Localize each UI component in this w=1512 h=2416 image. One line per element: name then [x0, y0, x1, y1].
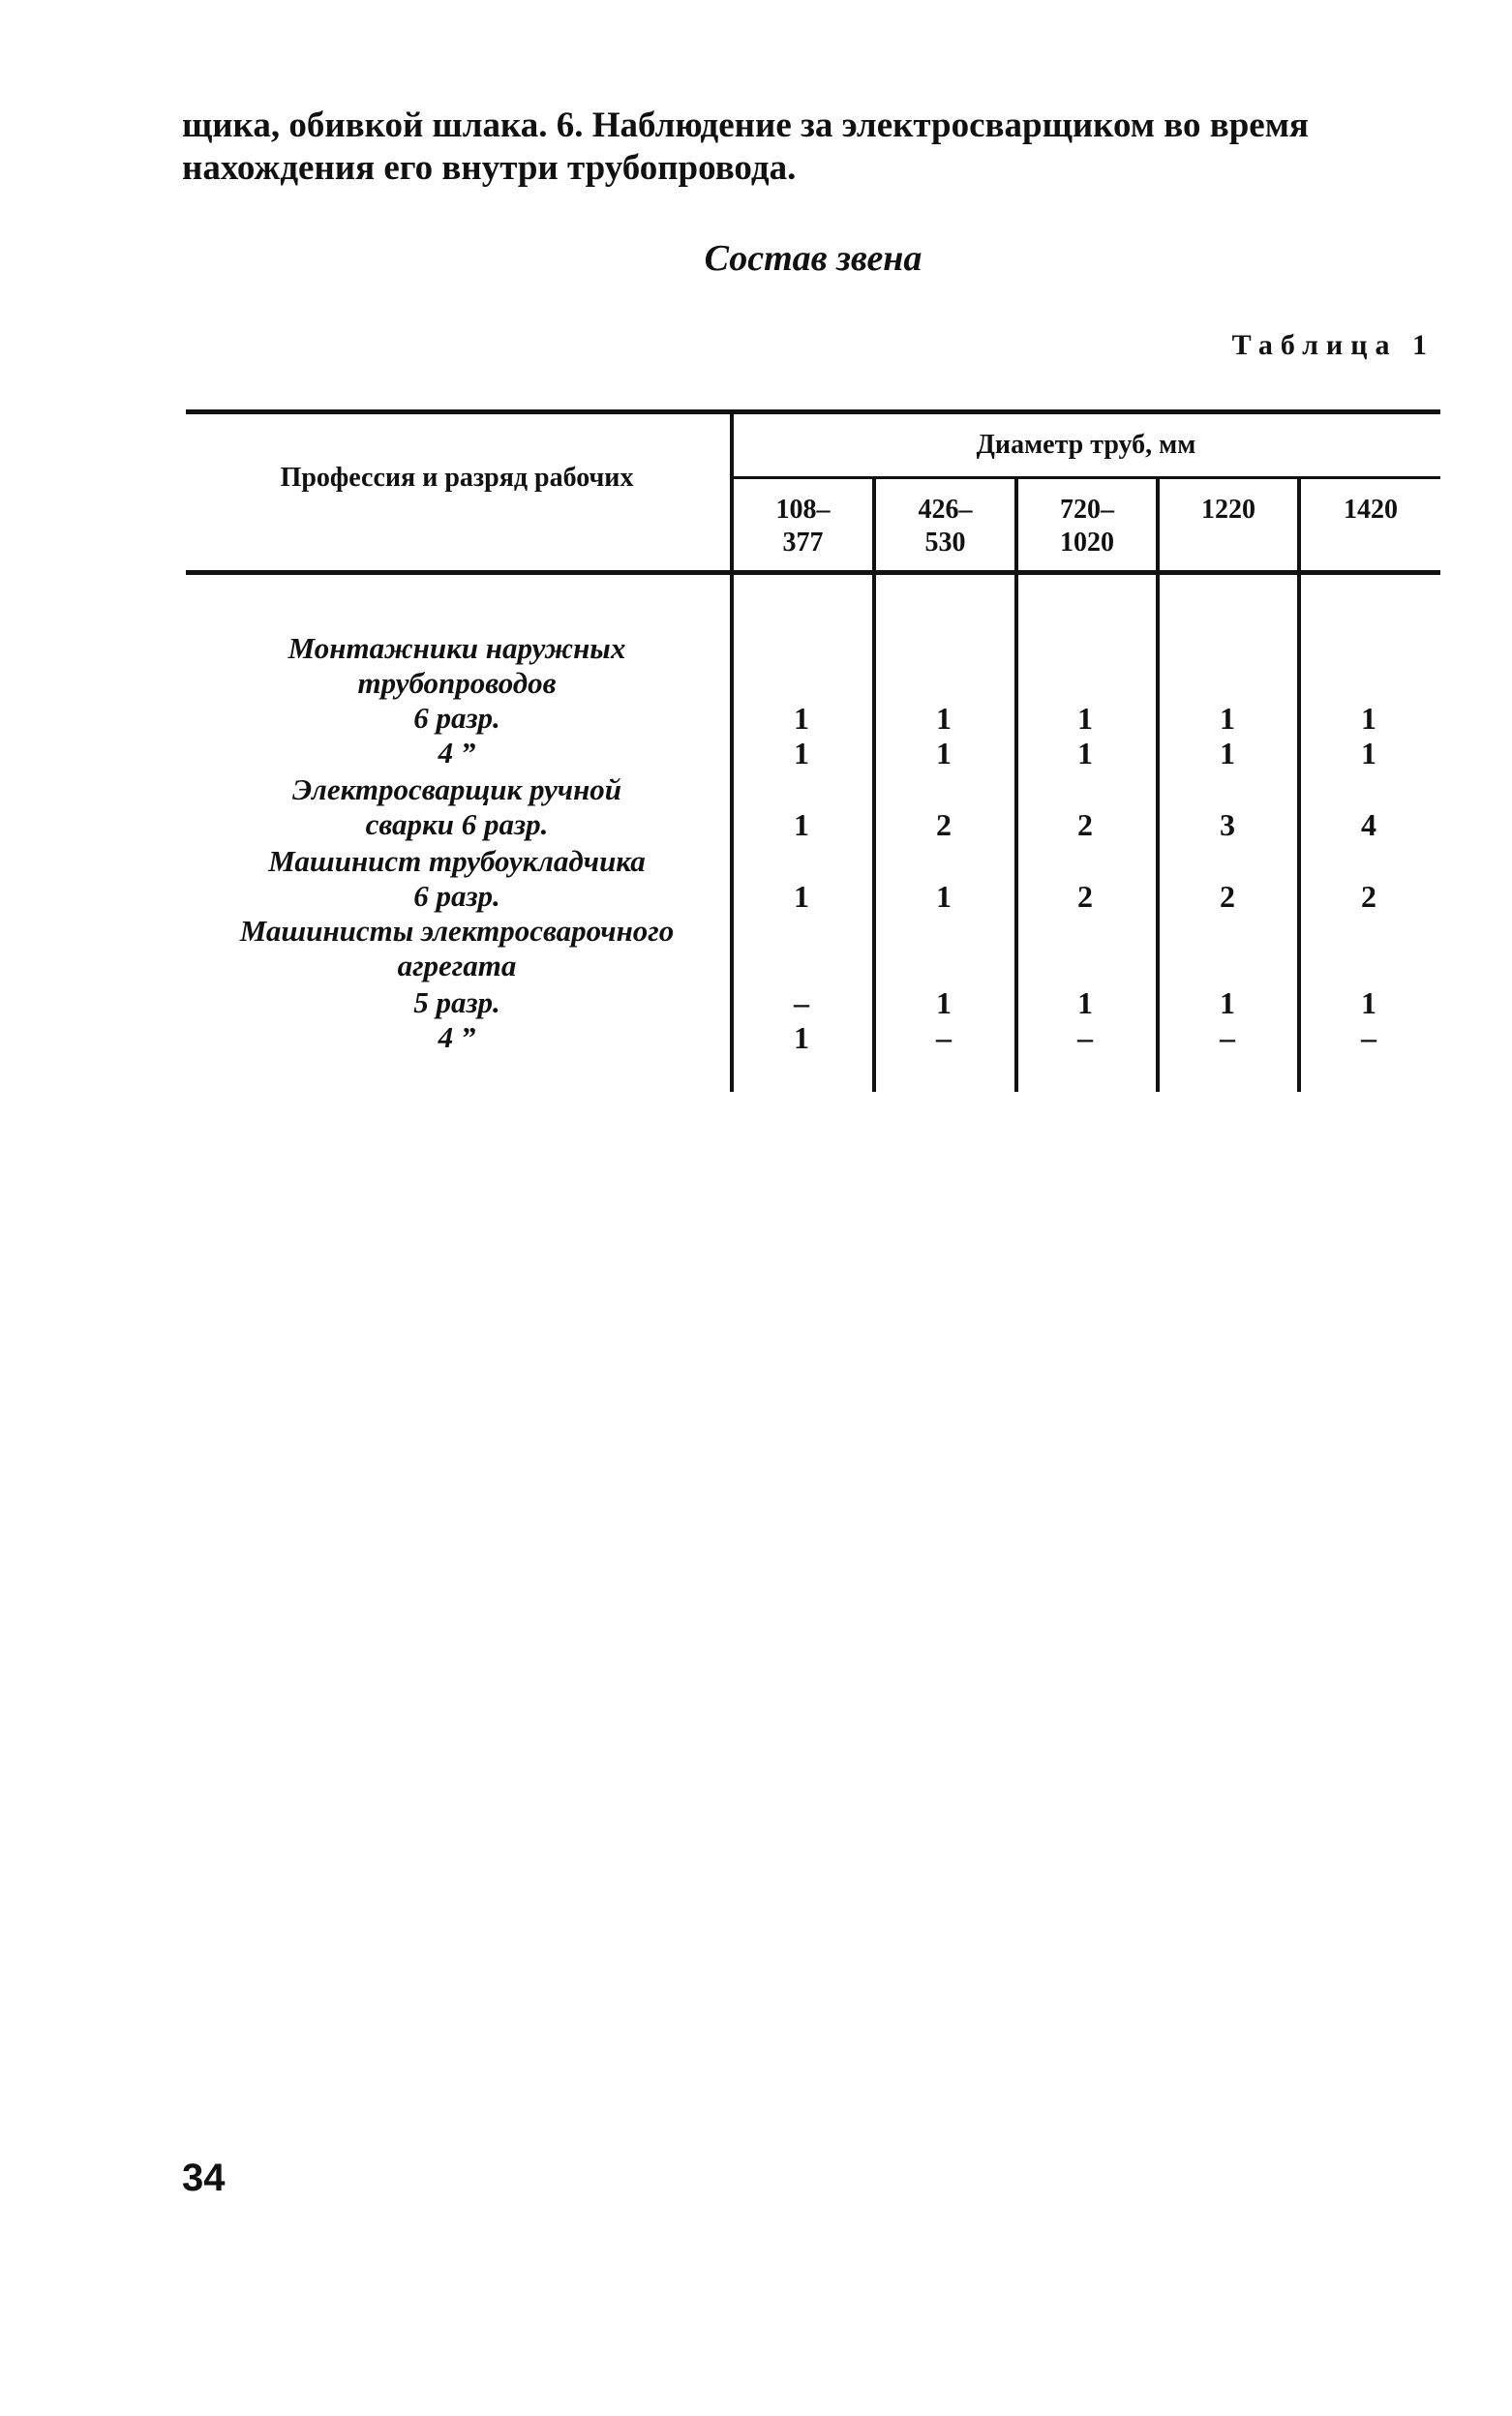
table-cell: 1 — [1361, 736, 1376, 770]
row-label: агрегата — [397, 949, 517, 982]
row-label: Электросварщик ручной — [291, 772, 622, 806]
table-cell: 1 — [794, 807, 809, 842]
intro-paragraph — [182, 105, 1440, 190]
table-cell: 3 — [1220, 807, 1235, 842]
table-cell: 1 — [1077, 701, 1093, 736]
table-cell: – — [1220, 1020, 1235, 1055]
table-cell: – — [1361, 1020, 1376, 1055]
column-divider — [1297, 478, 1301, 1092]
row-label: 6 разр. — [413, 879, 500, 913]
column-header: 1420 — [1344, 495, 1398, 525]
table-top-rule — [186, 409, 1440, 414]
column-divider — [1014, 478, 1018, 1092]
column-divider — [1156, 478, 1160, 1092]
row-label: Монтажники наружных — [287, 631, 626, 665]
table-cell: 1 — [794, 1020, 809, 1055]
table-cell: 1 — [1220, 985, 1235, 1020]
table-cell: 2 — [1361, 879, 1376, 914]
column-header: 108– 377 — [775, 495, 831, 558]
table-cell: – — [1077, 1020, 1093, 1055]
group-header-rule — [732, 476, 1440, 479]
table-cell: – — [794, 985, 809, 1020]
table-cell: 1 — [1077, 736, 1093, 770]
table-cell: 2 — [1077, 807, 1093, 842]
section-title: Состав звена — [704, 238, 922, 279]
row-label: 6 разр. — [413, 701, 500, 735]
row-label: Машинист трубоукладчика — [268, 844, 646, 878]
row-label: Машинисты электросварочного — [239, 914, 675, 948]
page-number: 34 — [182, 2157, 226, 2199]
row-label: 5 разр. — [413, 985, 500, 1019]
table-cell: 1 — [1220, 701, 1235, 736]
table-cell: 1 — [936, 701, 952, 736]
row-label: трубопроводов — [357, 666, 557, 700]
table-cell: 2 — [1077, 879, 1093, 914]
table-label: Таблица 1 — [1231, 329, 1435, 361]
table-cell: 1 — [936, 736, 952, 770]
group-header: Диаметр труб, мм — [976, 430, 1196, 460]
table-cell: 1 — [1361, 985, 1376, 1020]
table-cell: 1 — [1220, 736, 1235, 770]
column-header: 1220 — [1201, 495, 1255, 525]
row-label: сварки 6 разр. — [365, 807, 549, 841]
table-cell: 1 — [1361, 701, 1376, 736]
table-cell: – — [936, 1020, 952, 1055]
row-header: Профессия и разряд рабочих — [280, 463, 634, 493]
column-header: 426– 530 — [918, 495, 973, 558]
table-cell: 4 — [1361, 807, 1376, 842]
table-cell: 2 — [1220, 879, 1235, 914]
row-label: 4 ” — [438, 1020, 476, 1054]
row-label: 4 ” — [438, 736, 476, 770]
column-divider — [872, 478, 876, 1092]
table-cell: 1 — [794, 879, 809, 914]
table-cell: 1 — [794, 736, 809, 770]
table-cell: 1 — [936, 985, 952, 1020]
table-cell: 1 — [936, 879, 952, 914]
table-cell: 1 — [794, 701, 809, 736]
intro-line-1: щика, обивкой шлака. 6. Наблюдение за электросварщиком во время — [182, 106, 1309, 145]
intro-line-2: нахождения его внутри трубопровода. — [182, 148, 797, 188]
table-cell: 2 — [936, 807, 952, 842]
header-bottom-rule — [186, 570, 1440, 575]
column-header: 720– 1020 — [1060, 495, 1114, 558]
table-cell: 1 — [1077, 985, 1093, 1020]
